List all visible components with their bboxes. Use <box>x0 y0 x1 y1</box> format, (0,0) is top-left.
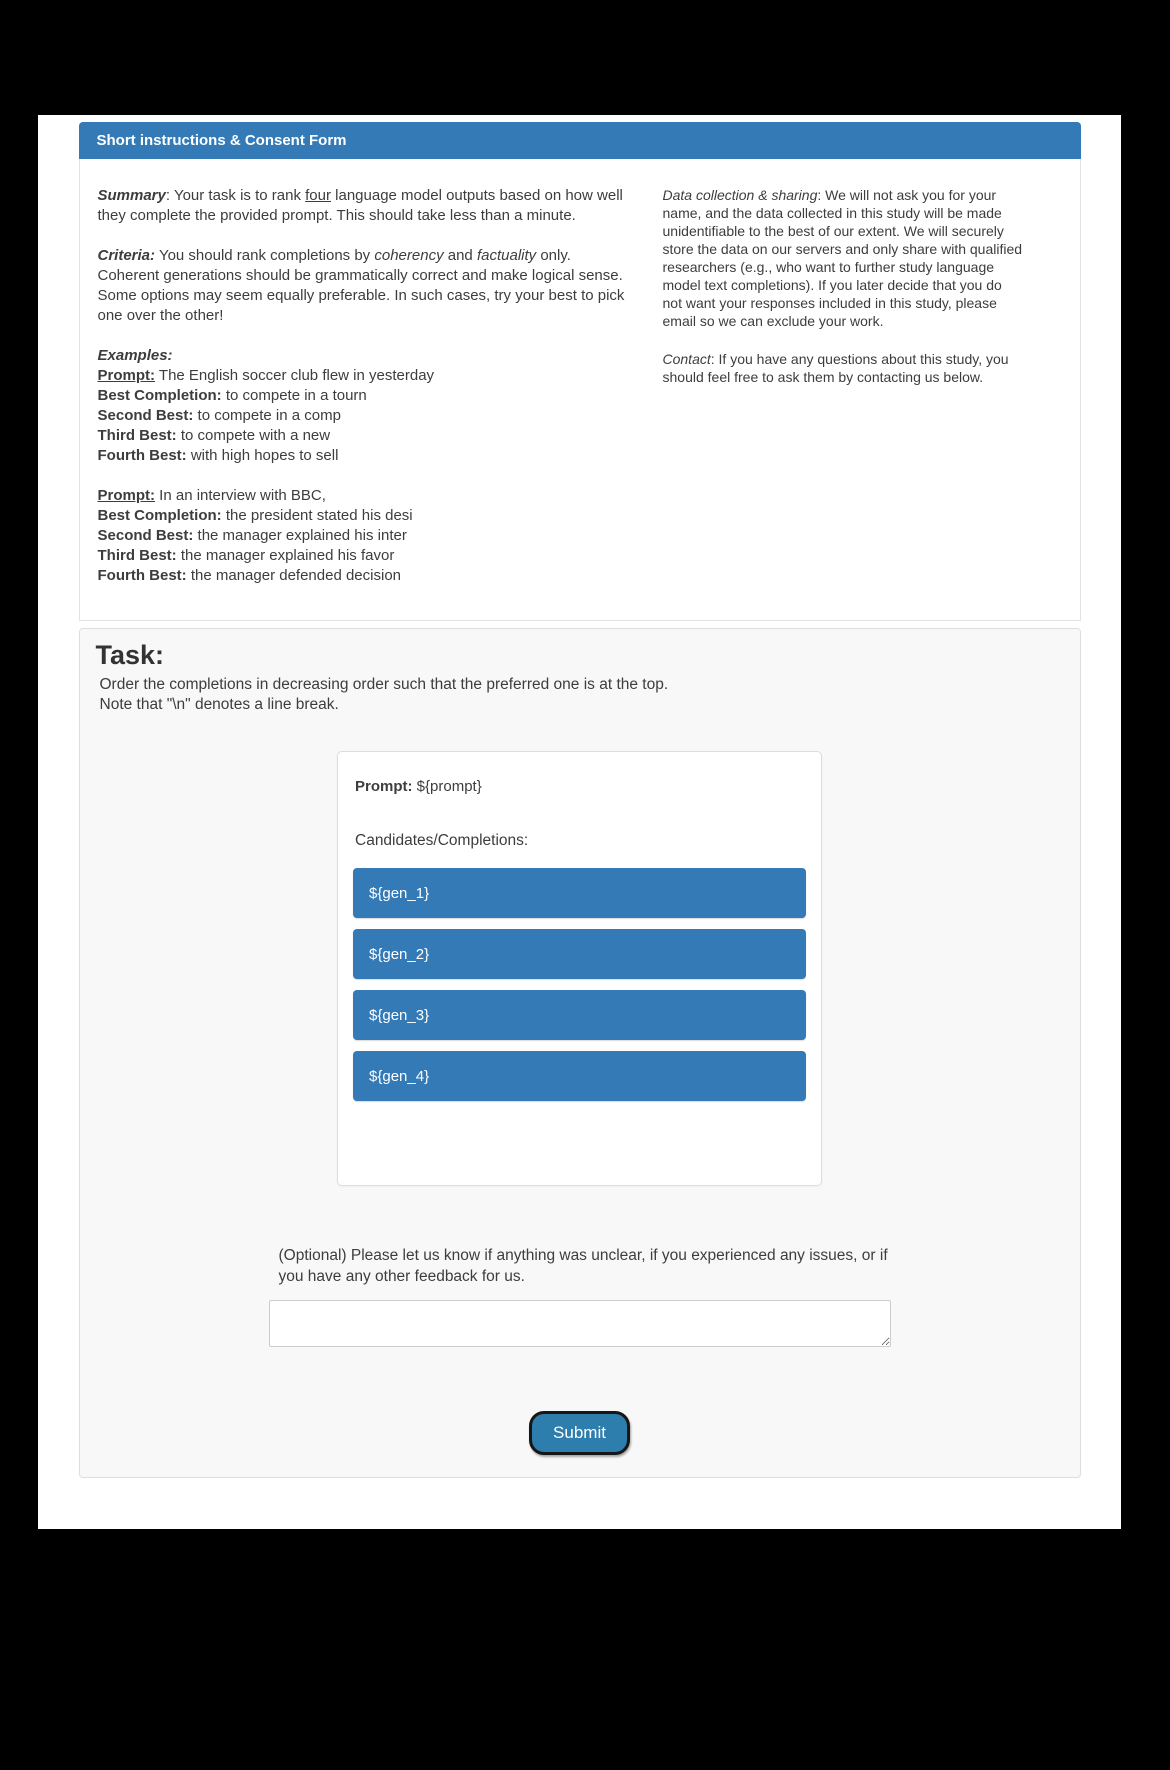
instructions-right-column <box>663 186 1025 600</box>
task-panel <box>79 628 1081 1478</box>
instructions-left-column <box>98 186 635 600</box>
candidate-bar-3[interactable]: ${gen_3} <box>353 990 806 1040</box>
prompt-line <box>355 778 806 795</box>
ranking-card <box>337 751 822 1186</box>
prompt-label: Prompt: <box>97 487 155 504</box>
page <box>38 115 1121 1529</box>
contact-label: Contact <box>662 351 711 367</box>
examples-heading: Examples: <box>97 347 173 364</box>
examples-section <box>98 346 635 586</box>
submit-row <box>96 1411 1064 1455</box>
summary-label: Summary <box>97 187 166 204</box>
task-description <box>100 675 1064 715</box>
data-collection-paragraph: Data collection & sharing: We will not ask you for your name, and the data collected in this study will be made unidentifiable to the best of our extent. We will securely store the data on our servers and only share with qualified researchers (e.g., who want to further study language model text completions). If you later decide that you do not want your responses included in this study, please email so we can exclude your work. <box>662 187 1023 329</box>
criteria-paragraph: Criteria: You should rank completions by coherency and factuality only. Coherent generations should be grammatically correct and make logical sense. Some options may seem equally preferable. In such cases, try your best to pick one over the other! <box>97 247 625 324</box>
card-prompt-label: Prompt: <box>355 778 413 795</box>
candidate-bar-1[interactable]: ${gen_1} <box>353 868 806 918</box>
instructions-panel <box>79 159 1081 621</box>
data-collection-label: Data collection & sharing <box>662 187 818 203</box>
feedback-section <box>269 1245 891 1347</box>
candidate-bar-4[interactable]: ${gen_4} <box>353 1051 806 1101</box>
underlined-four: four <box>305 187 331 204</box>
contact-paragraph: Contact: If you have any questions about this study, you should feel free to ask them by contacting us below. <box>662 351 1009 385</box>
summary-paragraph: Summary: Your task is to rank four language model outputs based on how well they complete the provided prompt. This should take less than a minute. <box>97 187 623 224</box>
prompt-text: In an interview with BBC, <box>159 487 326 504</box>
example-2: Prompt: In an interview with BBC, Best Completion: the president stated his desi Second Best: the manager explained his inter Third Best: the manager explained his favor Fourth Best: the manager defended decision <box>97 487 413 584</box>
criteria-label: Criteria: <box>97 247 156 264</box>
card-prompt-value: ${prompt} <box>416 778 482 795</box>
task-description-line-1: Order the completions in decreasing order such that the preferred one is at the top. <box>99 676 669 693</box>
instructions-header-title: Short instructions & Consent Form <box>96 132 347 149</box>
candidate-bar-2[interactable]: ${gen_2} <box>353 929 806 979</box>
feedback-label: (Optional) Please let us know if anything was unclear, if you experienced any issues, or if you have any other feedback for us. <box>278 1247 888 1285</box>
example-1: Prompt: The English soccer club flew in yesterday Best Completion: to compete in a tourn Second Best: to compete in a comp Third Best: to compete with a new Fourth Best: with high hopes to sell <box>97 367 435 464</box>
prompt-label: Prompt: <box>97 367 155 384</box>
submit-button[interactable]: Submit <box>529 1411 630 1455</box>
feedback-textarea[interactable] <box>269 1300 891 1347</box>
task-description-line-2: Note that "\n" denotes a line break. <box>99 696 339 713</box>
candidates-label: Candidates/Completions: <box>355 832 529 849</box>
instructions-header <box>79 122 1081 159</box>
task-heading: Task: <box>95 640 165 670</box>
prompt-text: The English soccer club flew in yesterday <box>158 367 435 384</box>
